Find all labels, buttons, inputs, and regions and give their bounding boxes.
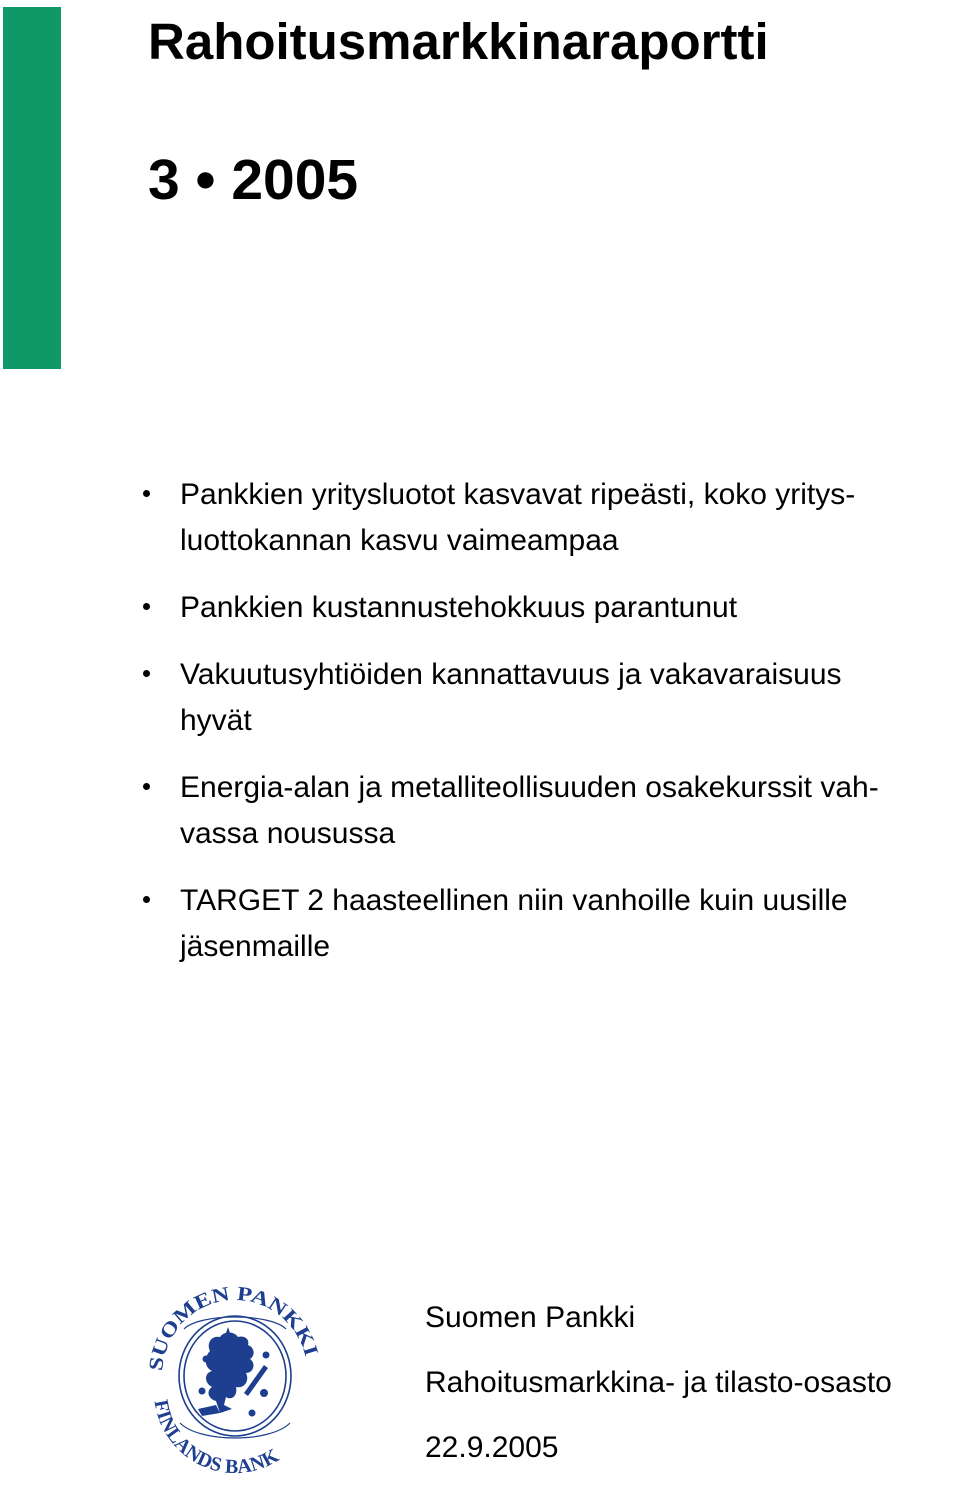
- publisher-block: [425, 1300, 892, 1495]
- list-item: [140, 585, 940, 631]
- list-item-text: vassa nousussa: [180, 817, 396, 850]
- bullet-icon: [143, 603, 150, 610]
- department-name: Rahoitusmarkkina- ja tilasto-osasto: [425, 1366, 892, 1399]
- list-item-text: Energia-alan ja metalliteollisuuden osakekurssit vah-: [180, 771, 879, 804]
- report-title: Rahoitusmarkkinaraportti: [148, 13, 769, 70]
- bullet-icon: [143, 670, 150, 677]
- list-item: [140, 765, 940, 857]
- list-item-text: Pankkien yritysluotot kasvavat ripeästi, koko yritys-: [180, 478, 856, 511]
- organization-name: Suomen Pankki: [425, 1301, 636, 1334]
- list-item-text: Vakuutusyhtiöiden kannattavuus ja vakavaraisuus: [180, 658, 842, 691]
- list-item: [140, 472, 940, 564]
- accent-bar: [3, 7, 61, 369]
- publication-date: 22.9.2005: [425, 1431, 559, 1464]
- issue-number: 3 • 2005: [148, 148, 359, 212]
- list-item: [140, 652, 940, 744]
- highlights-list: [140, 472, 940, 991]
- list-item-text: TARGET 2 haasteellinen niin vanhoille kuin uusille: [180, 884, 848, 917]
- seal-text-top: SUOMEN PANKKI: [145, 1282, 322, 1373]
- list-item-text: luottokannan kasvu vaimeampaa: [180, 524, 619, 557]
- list-item-text: Pankkien kustannustehokkuus parantunut: [180, 591, 738, 624]
- bullet-icon: [143, 896, 150, 903]
- bullet-icon: [143, 783, 150, 790]
- seal-text-bottom: FINLANDS BANK: [149, 1397, 283, 1479]
- bank-of-finland-seal-icon: [140, 1273, 330, 1479]
- list-item-text: jäsenmaille: [180, 930, 331, 963]
- list-item: [140, 878, 940, 970]
- bullet-icon: [143, 490, 150, 497]
- list-item-text: hyvät: [180, 704, 252, 737]
